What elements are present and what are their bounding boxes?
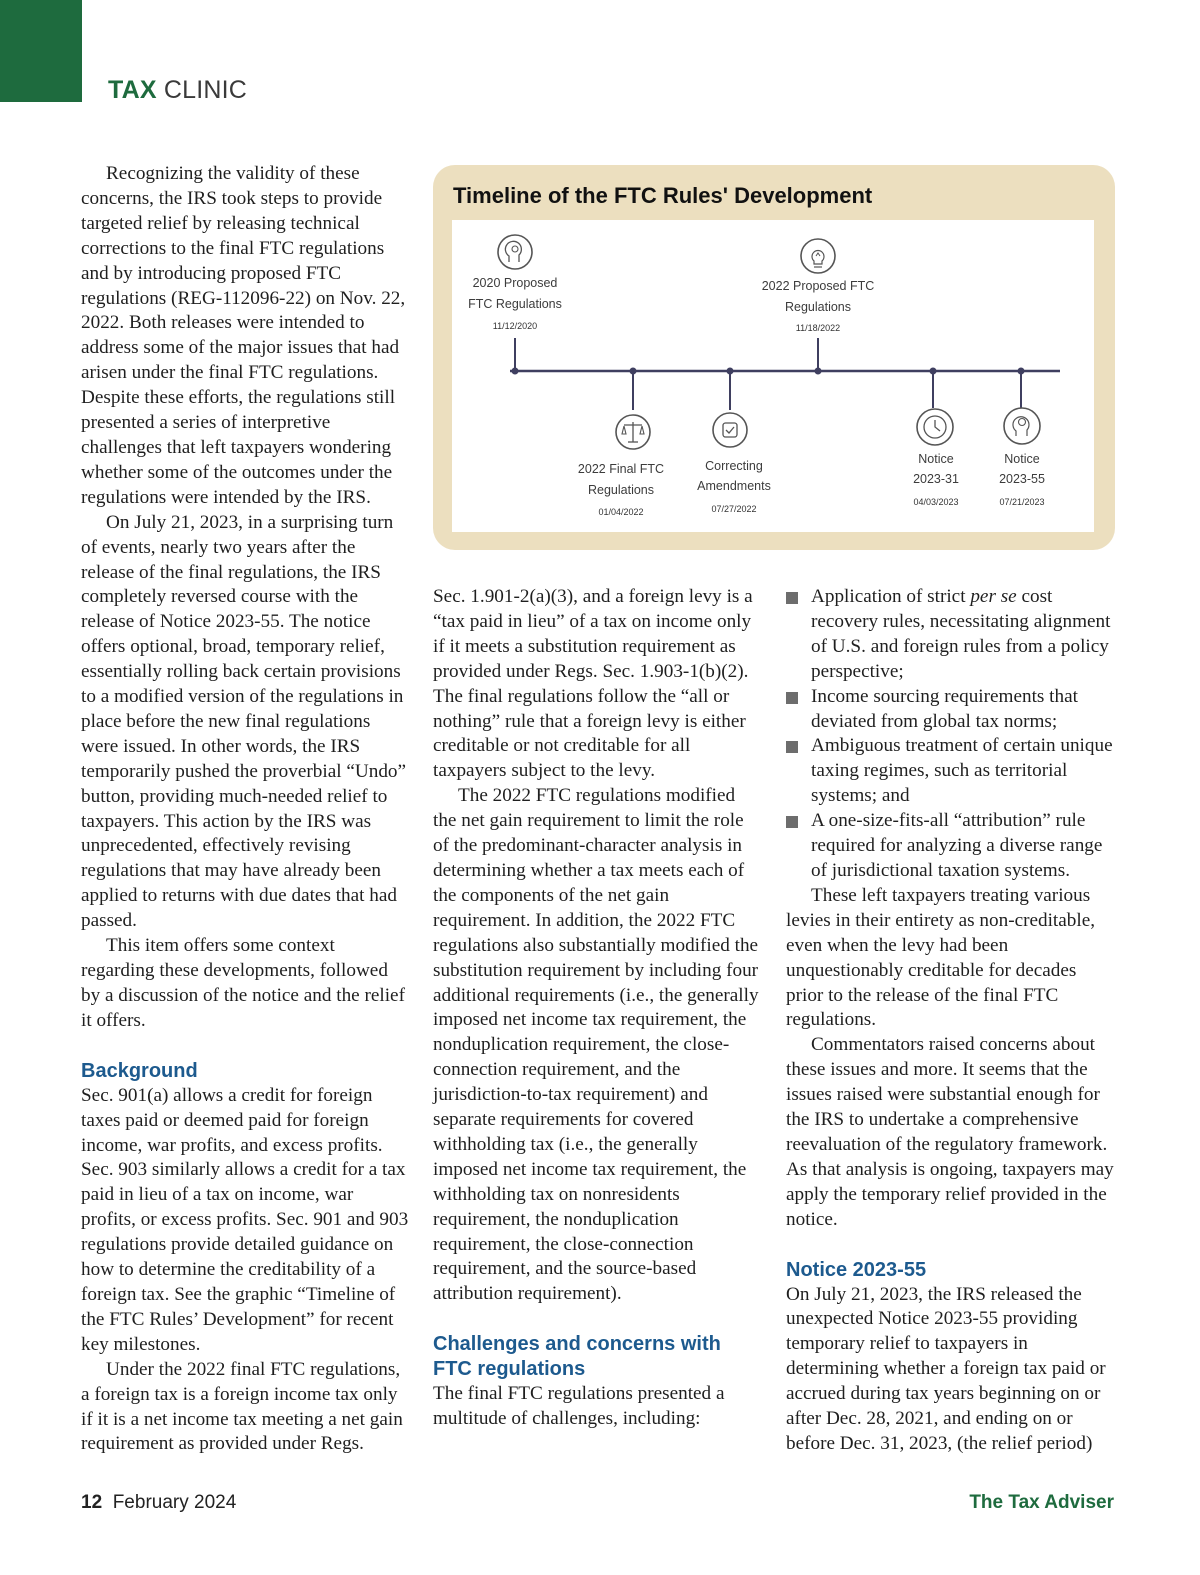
footer-left: [81, 1492, 236, 1514]
column-3: [786, 585, 1116, 1457]
event-label: Regulations: [784, 300, 852, 314]
event-label: Notice: [1004, 452, 1040, 466]
section-label: [108, 76, 247, 105]
paragraph: On July 21, 2023, the IRS released the unexpected Notice 2023-55 providing temporary relief to taxpayers in determining whether a foreign tax paid or accrued during tax years beginning on or after Dec. 28, 2021, and ending on or before Dec. 31, 2023, (the relief period): [786, 1283, 1106, 1454]
gear-head-icon: [1004, 408, 1040, 444]
checkbox-icon: [713, 413, 747, 447]
paragraph: The 2022 FTC regulations modified the net gain requirement to limit the role of the predominant-character analysis in determining whether a tax meets each of the components of the net gain requirement. In addition, the 2022 FTC regulations also substantially modified the substitution requirement by including four additional requirements (i.e., the generally imposed net income tax requirement, the nonduplication requirement, the close-connection requirement, and the jurisdiction-to-tax requirement) and separate requirements for covered withholding tax (i.e., the generally imposed net income tax requirement, the withholding tax on nonresidents requirement, the nonduplication requirement, the close-connection requirement, and the source-based attribution requirement).: [433, 785, 759, 1305]
section-label-bold: TAX: [108, 76, 157, 104]
event-date: 07/27/2022: [711, 504, 757, 514]
bullet-square-icon: [786, 692, 798, 704]
list-item: A one-size-fits-all “attribution” rule required for analyzing a diverse range of jurisdictional taxation systems.: [786, 809, 1116, 884]
list-item: Income sourcing requirements that deviated from global tax norms;: [786, 685, 1116, 735]
column-2: [433, 585, 763, 1432]
paragraph: Under the 2022 final FTC regulations, a foreign tax is a foreign income tax only if it is a net income tax meeting a net gain requirement as provided under Regs.: [81, 1358, 403, 1455]
timeline-event-2020-proposed: [468, 235, 562, 375]
event-label: 2023-55: [999, 472, 1045, 486]
page-number: 12: [81, 1492, 103, 1513]
event-label: FTC Regulations: [468, 297, 562, 311]
paragraph: These left taxpayers treating various levies in their entirety as non-creditable, even when the levy had been unquestionably creditable for decades prior to the release of the final FTC regulations.: [786, 884, 1096, 1031]
heading-background: Background: [81, 1059, 198, 1082]
timeline-event-2022-proposed: [762, 239, 875, 375]
scales-icon: [616, 415, 650, 449]
event-date: 11/18/2022: [795, 323, 841, 333]
issue-date: February 2024: [112, 1492, 237, 1513]
bullet-square-icon: [786, 592, 798, 604]
heading-challenges: Challenges and concerns with FTC regulations: [433, 1333, 721, 1381]
lightbulb-head-icon: [498, 235, 532, 269]
corner-color-block: [0, 0, 82, 102]
timeline-event-notice-2023-31: [913, 368, 959, 508]
event-date: 04/03/2023: [913, 497, 959, 507]
event-label: 2022 Proposed FTC: [761, 279, 875, 293]
bullet-square-icon: [786, 816, 798, 828]
heading-notice: Notice 2023-55: [786, 1258, 927, 1281]
section-label-light: CLINIC: [163, 76, 248, 104]
event-label: Amendments: [697, 479, 771, 493]
paragraph: On July 21, 2023, in a surprising turn of events, nearly two years after the release of the final regulations, the IRS completely reversed course with the release of Notice 2023-55. The notice offers optional, broad, temporary relief, essentially rolling back certain provisions to a modified version of the regulations in place before the new final regulations were issued. In other words, the IRS temporarily pushed the proverbial “Undo” button, providing much-needed relief to taxpayers. This action by the IRS was unprecedented, effectively revising regulations that may have already been applied to returns with due dates that had passed.: [81, 511, 407, 932]
event-date: 07/21/2023: [999, 497, 1045, 507]
list-item: Application of strict per se cost recovery rules, necessitating alignment of U.S. and foreign rules from a policy perspective;: [786, 585, 1116, 685]
paragraph: Sec. 901(a) allows a credit for foreign taxes paid or deemed paid for foreign income, war profits, and excess profits. Sec. 903 similarly allows a credit for a tax paid in lieu of a tax on income, war profits, or excess profits. Sec. 901 and 903 regulations provide detailed guidance on how to determine the creditability of a foreign tax. See the graphic “Timeline of the FTC Rules’ Development” for recent key milestones.: [81, 1084, 409, 1355]
paragraph: Recognizing the validity of these concerns, the IRS took steps to provide targeted relief by releasing technical corrections to the final FTC regulations and by introducing proposed FTC regulations (REG-112096-22) on Nov. 22, 2022. Both releases were intended to address some of the major issues that had arisen under the final FTC regulations. Despite these efforts, the regulations still presented a series of interpretive challenges that left taxpayers wondering whether some of the outcomes under the regulations were intended by the IRS.: [81, 163, 406, 508]
clock-icon: [917, 409, 953, 445]
lightbulb-icon: [801, 239, 835, 273]
event-label: Notice: [918, 452, 954, 466]
timeline-event-2022-final: [578, 368, 664, 518]
event-label: Regulations: [587, 483, 655, 497]
event-label: 2020 Proposed: [472, 276, 558, 290]
timeline-graphic: [452, 220, 1094, 532]
event-date: 01/04/2022: [598, 507, 644, 517]
bullet-square-icon: [786, 741, 798, 753]
event-label: 2023-31: [913, 472, 959, 486]
event-label: 2022 Final FTC: [577, 462, 665, 476]
publication-name: The Tax Adviser: [969, 1492, 1114, 1513]
timeline-event-correcting: [697, 368, 771, 515]
event-date: 11/12/2020: [492, 321, 538, 331]
paragraph: The final FTC regulations presented a multitude of challenges, including:: [433, 1383, 725, 1430]
challenges-list: [786, 585, 1116, 884]
list-item: Ambiguous treatment of certain unique taxing regimes, such as territorial systems; and: [786, 734, 1116, 809]
paragraph: Sec. 1.901-2(a)(3), and a foreign levy is a “tax paid in lieu” of a tax on income only if it meets a substitution requirement as provided under Regs. Sec. 1.903-1(b)(2). The final regulations follow the “all or nothing” rule that a foreign levy is either creditable or not creditable for all taxpayers subject to the levy.: [433, 586, 753, 782]
timeline-event-notice-2023-55: [999, 368, 1045, 508]
event-label: Correcting: [705, 459, 763, 473]
paragraph: This item offers some context regarding these developments, followed by a discussion of the notice and the relief it offers.: [81, 935, 405, 1031]
column-1: [81, 162, 411, 1457]
timeline-title: Timeline of the FTC Rules' Development: [453, 183, 873, 208]
paragraph: Commentators raised concerns about these issues and more. It seems that the issues raised were substantial enough for the IRS to undertake a comprehensive reevaluation of the regulatory framework. As that analysis is ongoing, taxpayers may apply the temporary relief provided in the notice.: [786, 1034, 1114, 1230]
